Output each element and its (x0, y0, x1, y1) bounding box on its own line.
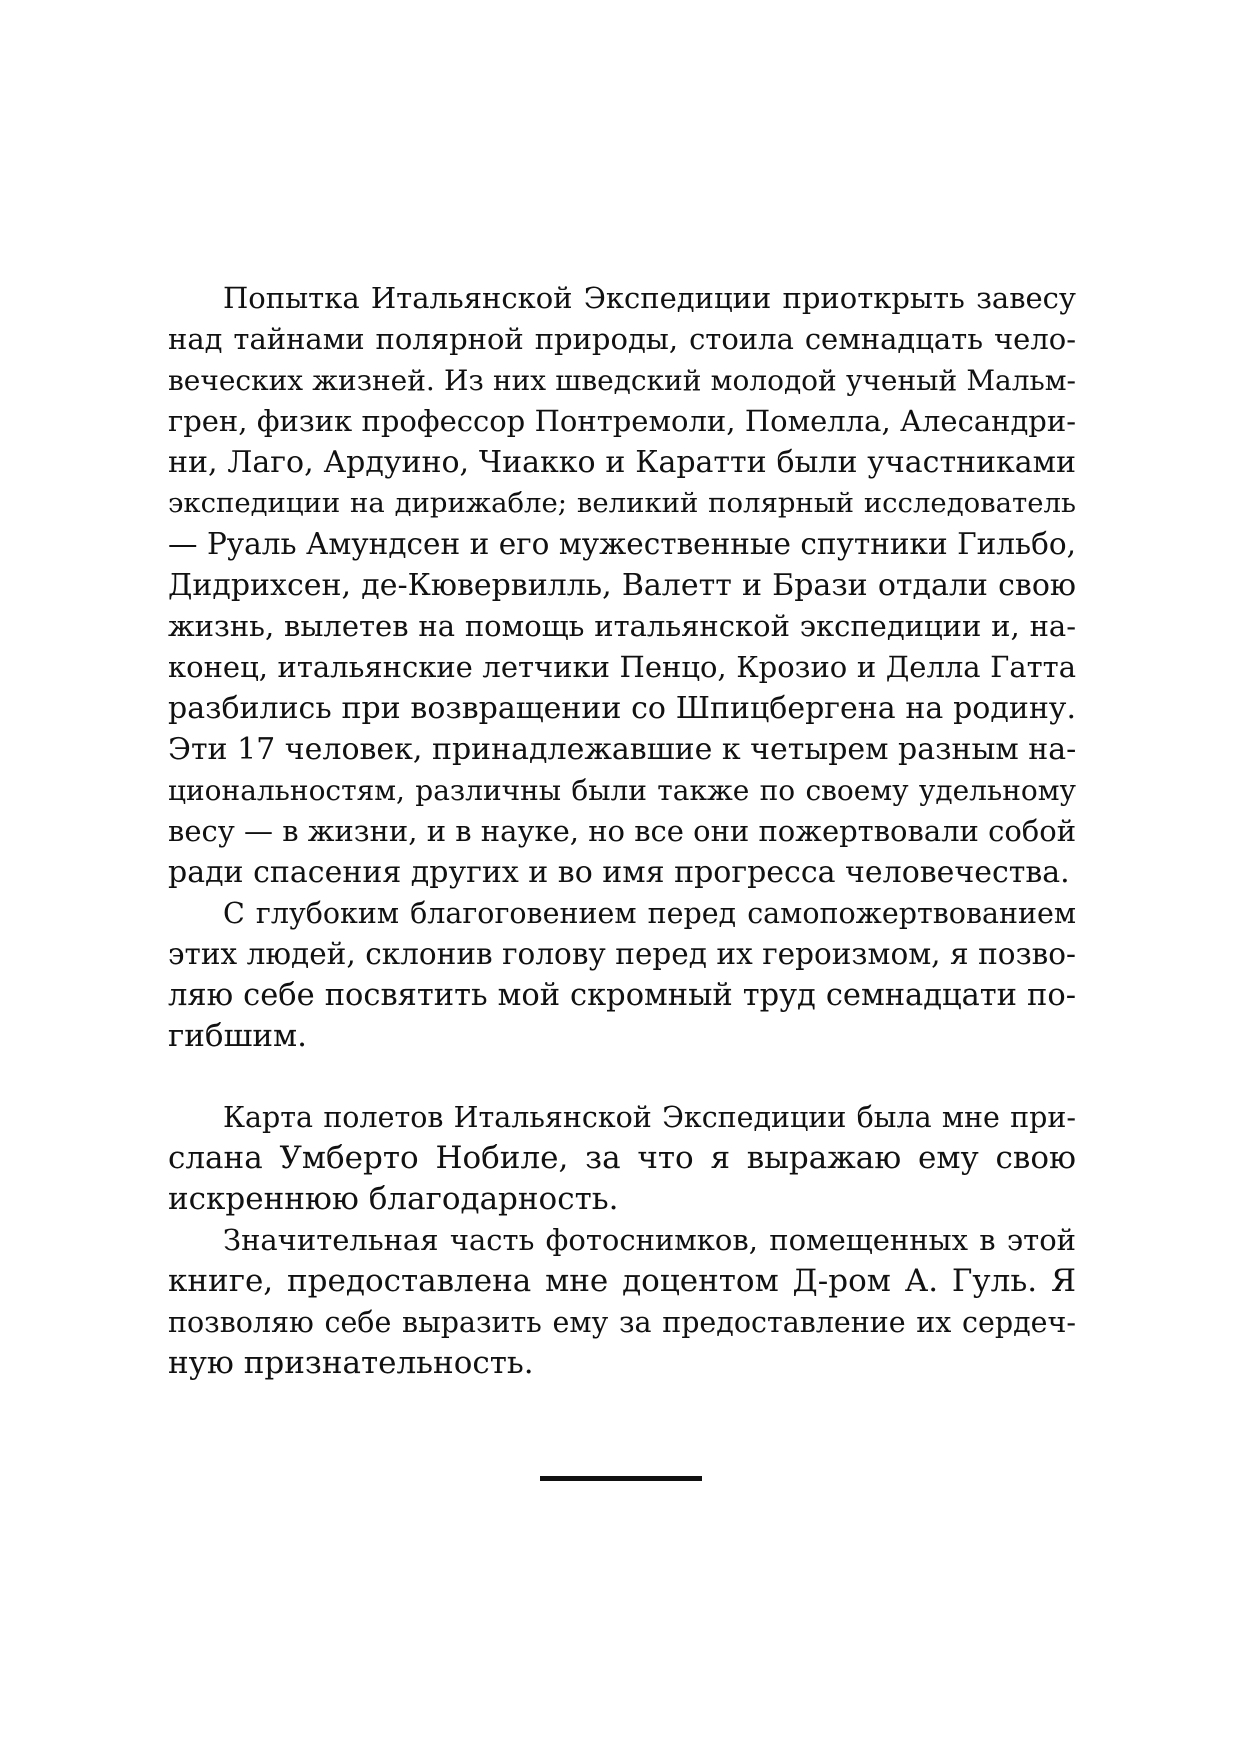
text-line: грен, физик профессор Понтремоли, Помелла, Алесандри- (168, 404, 1076, 438)
text-line: Эти 17 человек, принадлежавшие к четырем разным на- (168, 732, 1077, 767)
text-line: Дидрихсен, де-Кювервилль, Валетт и Брази отдали свою (168, 568, 1076, 603)
text-line: искреннюю благодарность. (168, 1181, 619, 1217)
section-divider-rule (540, 1476, 702, 1481)
text-line: С глубоким благоговением перед самопожертвованием (223, 897, 1076, 930)
text-line: над тайнами полярной природы, стоила семнадцать чело- (168, 322, 1076, 356)
text-line: ни, Лаго, Ардуино, Чиакко и Каратти были участниками (168, 445, 1076, 480)
text-line: разбились при возвращении со Шпицбергена на родину. (168, 691, 1076, 726)
text-line: конец, итальянские летчики Пенцо, Крозио и Делла Гатта (168, 650, 1076, 684)
text-line: гибшим. (168, 1018, 308, 1054)
text-line: ради спасения других и во имя прогресса человечества. (168, 855, 1070, 890)
dedication-paragraph-2 (168, 893, 1076, 1057)
acknowledgements-paragraph-1 (168, 1097, 1076, 1220)
text-line: позволяю себе выразить ему за предоставление их сердеч- (168, 1306, 1076, 1339)
dedication-text (168, 278, 1076, 1057)
text-line: ную признательность. (168, 1345, 534, 1381)
text-line: этих людей, склонив голову перед их героизмом, я позво- (168, 937, 1076, 971)
text-line: ляю себе посвятить мой скромный труд семнадцати по- (168, 978, 1076, 1013)
acknowledgements-paragraph-2 (168, 1220, 1076, 1384)
text-line: экспедиции на дирижабле; великий полярный исследователь (168, 487, 1076, 519)
text-line: циональностям, различны были также по своему удельному (168, 774, 1076, 807)
dedication-paragraph-1 (168, 278, 1076, 893)
text-line: Значительная часть фотоснимков, помещенных в этой (223, 1223, 1076, 1257)
text-line: веческих жизней. Из них шведский молодой ученый Мальм- (168, 364, 1076, 397)
text-line: Попытка Итальянской Экспедиции приоткрыть завесу (223, 281, 1076, 315)
text-line: — Руаль Амундсен и его мужественные спутники Гильбо, (168, 527, 1076, 561)
acknowledgements-text (168, 1097, 1076, 1384)
text-line: жизнь, вылетев на помощь итальянской экспедиции и, на- (168, 609, 1076, 643)
text-line: весу — в жизни, и в науке, но все они пожертвовали собой (168, 814, 1077, 848)
text-line: Карта полетов Итальянской Экспедиции была мне при- (223, 1101, 1076, 1134)
text-line: книге, предоставлена мне доцентом Д-ром А. Гуль. Я (168, 1263, 1076, 1299)
text-line: слана Умберто Нобиле, за что я выражаю ему свою (168, 1140, 1076, 1176)
